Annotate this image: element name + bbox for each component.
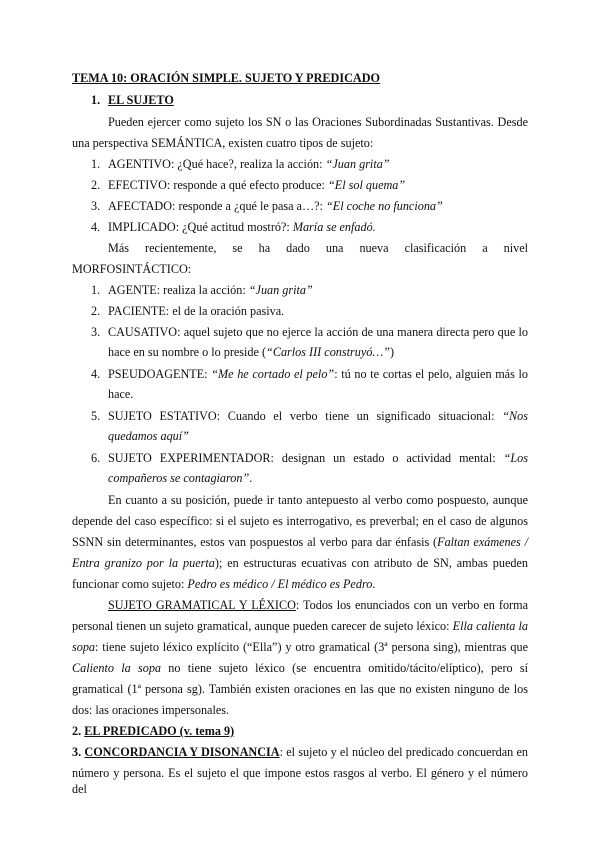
semantic-item: IMPLICADO: ¿Qué actitud mostró?: María se enfadó. bbox=[108, 220, 376, 234]
section-3-number: 3. bbox=[72, 745, 82, 759]
semantic-item-number: 1. bbox=[91, 157, 101, 171]
semantic-item-number: 4. bbox=[91, 220, 101, 234]
morpho-item-number: 1. bbox=[91, 283, 101, 297]
semantic-item-number: 3. bbox=[91, 199, 101, 213]
morpho-intro-line-1: Más recientemente, se ha dado una nueva clasificación a nivel bbox=[108, 241, 528, 255]
gramatical-paragraph-line: Caliento la sopa no tiene sujeto léxico (se encuentra omitido/tácito/elíptico), pero sí bbox=[72, 661, 528, 675]
position-paragraph-line: En cuanto a su posición, puede ir tanto antepuesto al verbo como pospuesto, aunque bbox=[108, 493, 528, 507]
section-1-heading: EL SUJETO bbox=[108, 93, 174, 107]
semantic-item: AFECTADO: responde a ¿qué le pasa a…?: “El coche no funciona” bbox=[108, 199, 443, 213]
morpho-item-line-2: quedamos aquí” bbox=[108, 429, 189, 443]
morpho-item-line-2: compañeros se contagiaron”. bbox=[108, 471, 253, 485]
morpho-item: PACIENTE: el de la oración pasiva. bbox=[108, 304, 285, 318]
morpho-intro-line-2: MORFOSINTÁCTICO: bbox=[72, 262, 192, 276]
morpho-item-line-2: hace en su nombre o lo preside (“Carlos III construyó…”) bbox=[108, 345, 395, 359]
morpho-item-line-1: SUJETO EXPERIMENTADOR: designan un estado o actividad mental: “Los bbox=[108, 451, 528, 465]
morpho-item-line-1: PSEUDOAGENTE: “Me he cortado el pelo”: tú no te cortas el pelo, alguien más lo bbox=[108, 367, 528, 381]
section-2-heading: EL PREDICADO (v. tema 9) bbox=[84, 724, 235, 738]
morpho-item-number: 6. bbox=[91, 451, 101, 465]
morpho-item-line-1: CAUSATIVO: aquel sujeto que no ejerce la acción de una manera directa pero que lo bbox=[108, 325, 528, 339]
semantic-item: AGENTIVO: ¿Qué hace?, realiza la acción: “Juan grita” bbox=[108, 157, 390, 171]
section-3-line: número y persona. Es el sujeto el que impone estos rasgos al verbo. El género y el número del bbox=[72, 766, 528, 796]
semantic-item: EFECTIVO: responde a qué efecto produce: “El sol quema” bbox=[108, 178, 406, 192]
intro-line-1: Pueden ejercer como sujeto los SN o las Oraciones Subordinadas Sustantivas. Desde bbox=[108, 115, 528, 129]
position-paragraph-line: depende del caso específico: si el sujeto es interrogativo, es preverbal; en el caso de algunos bbox=[72, 514, 528, 528]
section-2-heading-line bbox=[72, 723, 234, 739]
gramatical-heading: SUJETO GRAMATICAL Y LÉXICO bbox=[108, 598, 296, 612]
page-title: TEMA 10: ORACIÓN SIMPLE. SUJETO Y PREDICADO bbox=[72, 71, 380, 85]
morpho-item-number: 3. bbox=[91, 325, 101, 339]
morpho-item-number: 2. bbox=[91, 304, 101, 318]
section-1-number: 1. bbox=[91, 93, 101, 107]
gramatical-paragraph-line: SUJETO GRAMATICAL Y LÉXICO: Todos los enunciados con un verbo en forma bbox=[108, 598, 529, 612]
morpho-item: AGENTE: realiza la acción: “Juan grita” bbox=[108, 283, 313, 297]
gramatical-paragraph-line: personal tienen un sujeto gramatical, aunque pueden carecer de sujeto léxico: Ella calienta la bbox=[72, 619, 528, 633]
morpho-item-line-1: SUJETO ESTATIVO: Cuando el verbo tiene un significado situacional: “Nos bbox=[108, 409, 528, 423]
section-3-line: 3. CONCORDANCIA Y DISONANCIA: el sujeto y el núcleo del predicado concuerdan en bbox=[72, 745, 528, 759]
position-paragraph-line: funcionar como sujeto: Pedro es médico / El médico es Pedro. bbox=[72, 577, 376, 591]
gramatical-paragraph-line: gramatical (1ª persona sg). También existen oraciones en las que no existen ninguno de los bbox=[72, 682, 528, 696]
semantic-item-number: 2. bbox=[91, 178, 101, 192]
position-paragraph-line: SSNN sin determinantes, estos van pospuestos al verbo para dar énfasis (Faltan exámenes / bbox=[72, 535, 528, 549]
section-3-heading: CONCORDANCIA Y DISONANCIA bbox=[84, 745, 280, 759]
intro-line-2: una perspectiva SEMÁNTICA, existen cuatro tipos de sujeto: bbox=[72, 136, 374, 150]
morpho-item-number: 5. bbox=[91, 409, 101, 423]
gramatical-paragraph-line: sopa: tiene sujeto léxico explícito (“Ella”) y otro gramatical (3ª persona sing), mientras que bbox=[72, 640, 528, 654]
gramatical-paragraph-line: dos: las oraciones impersonales. bbox=[72, 703, 230, 717]
morpho-item-number: 4. bbox=[91, 367, 101, 381]
morpho-item-line-2: hace. bbox=[108, 387, 134, 401]
position-paragraph-line: Entra granizo por la puerta); en estructuras ecuativas con atributo de SN, ambas pueden bbox=[72, 556, 528, 570]
section-2-number: 2. bbox=[72, 724, 82, 738]
